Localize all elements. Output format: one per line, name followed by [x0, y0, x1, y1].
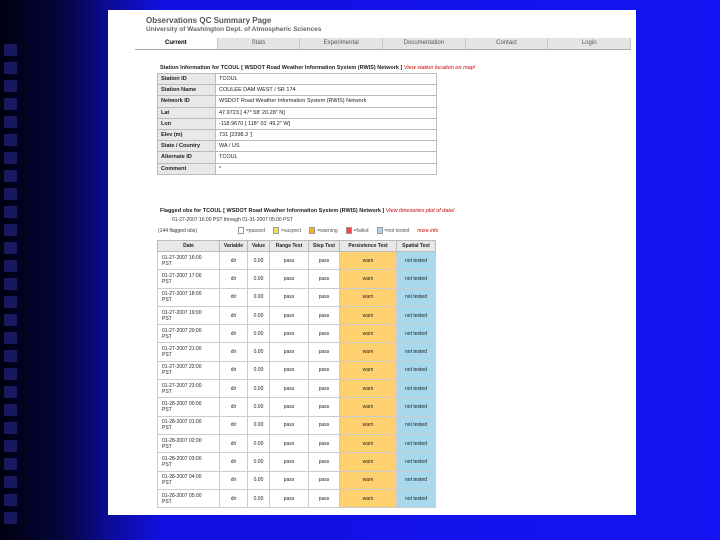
- info-key: Lon: [158, 118, 216, 129]
- stripe-block: [4, 368, 17, 380]
- step-test-cell: pass: [309, 325, 340, 343]
- stripe-block: [4, 116, 17, 128]
- variable-cell: dir: [220, 489, 248, 507]
- timezone-text: PST: [162, 425, 172, 432]
- tab-contact[interactable]: Contact: [466, 38, 549, 49]
- col-variable[interactable]: Variable: [220, 241, 248, 252]
- stripe-block: [4, 404, 17, 416]
- date-text: 01-27-2007 22:00: [162, 364, 202, 371]
- stripe-block: [4, 62, 17, 74]
- tab-documentation[interactable]: Documentation: [383, 38, 466, 49]
- range-test-cell: pass: [270, 434, 309, 452]
- date-text: 01-28-2007 02:00: [162, 437, 202, 444]
- range-test-cell: pass: [270, 252, 309, 270]
- table-row: [158, 306, 436, 324]
- variable-cell: dir: [220, 306, 248, 324]
- date-text: 01-28-2007 00:00: [162, 401, 202, 408]
- more-info-link[interactable]: more info: [417, 227, 439, 234]
- tab-experimental[interactable]: Experimental: [300, 38, 383, 49]
- station-info-heading: [160, 65, 475, 71]
- table-row: [158, 361, 436, 379]
- value-cell: 0.00: [248, 471, 270, 489]
- date-cell: [158, 361, 220, 379]
- persistence-test-cell: warn: [340, 434, 397, 452]
- date-cell: [158, 453, 220, 471]
- date-text: 01-27-2007 23:00: [162, 382, 202, 389]
- warning-swatch: [309, 227, 315, 234]
- range-test-cell: pass: [270, 270, 309, 288]
- time-range: 01-27-2007 16:00 PST through 01-31-2007 05:00 PST: [172, 217, 293, 223]
- value-cell: 0.00: [248, 343, 270, 361]
- legend-warning: =warning: [309, 227, 337, 234]
- info-value: 731 [2398.3 ']: [216, 129, 437, 140]
- persistence-test-cell: warn: [340, 343, 397, 361]
- stripe-block: [4, 494, 17, 506]
- info-row: [158, 129, 437, 140]
- stripe-block: [4, 188, 17, 200]
- stripe-block: [4, 350, 17, 362]
- step-test-cell: pass: [309, 343, 340, 361]
- stripe-block: [4, 152, 17, 164]
- legend-not-tested: =not tested: [377, 227, 410, 234]
- range-test-cell: pass: [270, 306, 309, 324]
- step-test-cell: pass: [309, 434, 340, 452]
- table-row: [158, 252, 436, 270]
- date-cell: [158, 380, 220, 398]
- suspect-swatch: [273, 227, 279, 234]
- slide-decoration: [4, 44, 17, 534]
- step-test-cell: pass: [309, 380, 340, 398]
- info-key: Lat: [158, 107, 216, 118]
- variable-cell: dir: [220, 343, 248, 361]
- value-cell: 0.00: [248, 361, 270, 379]
- step-test-cell: pass: [309, 270, 340, 288]
- info-key: Station Name: [158, 85, 216, 96]
- stripe-block: [4, 224, 17, 236]
- value-cell: 0.00: [248, 380, 270, 398]
- info-value: -118.9670 [ 118° 01' 49.2" W]: [216, 118, 437, 129]
- info-key: Station ID: [158, 74, 216, 85]
- value-cell: 0.00: [248, 434, 270, 452]
- info-row: [158, 141, 437, 152]
- stripe-block: [4, 80, 17, 92]
- col-value[interactable]: Value: [248, 241, 270, 252]
- variable-cell: dir: [220, 471, 248, 489]
- date-cell: [158, 471, 220, 489]
- timezone-text: PST: [162, 498, 172, 505]
- stripe-block: [4, 260, 17, 272]
- variable-cell: dir: [220, 398, 248, 416]
- info-row: [158, 96, 437, 107]
- step-test-cell: pass: [309, 471, 340, 489]
- value-cell: 0.00: [248, 306, 270, 324]
- timezone-text: PST: [162, 388, 172, 395]
- tab-current[interactable]: Current: [135, 38, 218, 49]
- stripe-block: [4, 332, 17, 344]
- timezone-text: PST: [162, 260, 172, 267]
- date-text: 01-27-2007 16:00: [162, 254, 202, 261]
- date-cell: [158, 434, 220, 452]
- date-cell: [158, 343, 220, 361]
- stripe-block: [4, 98, 17, 110]
- info-row: [158, 118, 437, 129]
- table-row: [158, 343, 436, 361]
- spatial-test-cell: not tested: [397, 270, 436, 288]
- range-test-cell: pass: [270, 398, 309, 416]
- date-cell: [158, 416, 220, 434]
- stripe-block: [4, 458, 17, 470]
- spatial-test-cell: not tested: [397, 398, 436, 416]
- info-row: [158, 85, 437, 96]
- spatial-test-cell: not tested: [397, 380, 436, 398]
- persistence-test-cell: warn: [340, 380, 397, 398]
- page-title: Observations QC Summary Page: [146, 16, 272, 25]
- spatial-test-cell: not tested: [397, 489, 436, 507]
- date-text: 01-27-2007 21:00: [162, 346, 202, 353]
- info-value: WSDOT Road Weather Information System (RWIS) Network: [216, 96, 437, 107]
- browser-page: [108, 10, 636, 515]
- persistence-test-cell: warn: [340, 252, 397, 270]
- variable-cell: dir: [220, 453, 248, 471]
- variable-cell: dir: [220, 252, 248, 270]
- table-row: [158, 489, 436, 507]
- info-key: Comment: [158, 163, 216, 174]
- variable-cell: dir: [220, 288, 248, 306]
- date-text: 01-28-2007 03:00: [162, 455, 202, 462]
- persistence-test-cell: warn: [340, 489, 397, 507]
- timezone-text: PST: [162, 461, 172, 468]
- stripe-block: [4, 512, 17, 524]
- info-value: COULEE DAM WEST / SR 174: [216, 85, 437, 96]
- timezone-text: PST: [162, 297, 172, 304]
- step-test-cell: pass: [309, 306, 340, 324]
- tab-login[interactable]: Login: [548, 38, 631, 49]
- date-text: 01-28-2007 01:00: [162, 419, 202, 426]
- table-row: [158, 270, 436, 288]
- stripe-block: [4, 440, 17, 452]
- spatial-test-cell: not tested: [397, 306, 436, 324]
- step-test-cell: pass: [309, 453, 340, 471]
- col-range-test[interactable]: Range Test: [270, 241, 309, 252]
- date-text: 01-27-2007 19:00: [162, 309, 202, 316]
- info-row: [158, 152, 437, 163]
- range-test-cell: pass: [270, 361, 309, 379]
- table-row: [158, 380, 436, 398]
- legend-passed: =passed: [238, 227, 265, 234]
- info-key: Alternate ID: [158, 152, 216, 163]
- variable-cell: dir: [220, 270, 248, 288]
- spatial-test-cell: not tested: [397, 471, 436, 489]
- date-text: 01-27-2007 18:00: [162, 291, 202, 298]
- spatial-test-cell: not tested: [397, 453, 436, 471]
- step-test-cell: pass: [309, 416, 340, 434]
- persistence-test-cell: warn: [340, 288, 397, 306]
- passed-swatch: [238, 227, 244, 234]
- range-test-cell: pass: [270, 453, 309, 471]
- flagged-count: (144 flagged obs): [158, 228, 197, 234]
- stripe-block: [4, 44, 17, 56]
- spatial-test-cell: not tested: [397, 288, 436, 306]
- step-test-cell: pass: [309, 361, 340, 379]
- value-cell: 0.00: [248, 398, 270, 416]
- info-key: Network ID: [158, 96, 216, 107]
- persistence-test-cell: warn: [340, 361, 397, 379]
- info-row: [158, 107, 437, 118]
- value-cell: 0.00: [248, 325, 270, 343]
- flag-legend: [238, 227, 438, 234]
- stripe-block: [4, 170, 17, 182]
- stripe-block: [4, 206, 17, 218]
- legend-suspect: =suspect: [273, 227, 301, 234]
- range-test-cell: pass: [270, 471, 309, 489]
- spatial-test-cell: not tested: [397, 434, 436, 452]
- range-test-cell: pass: [270, 325, 309, 343]
- timezone-text: PST: [162, 407, 172, 414]
- persistence-test-cell: warn: [340, 453, 397, 471]
- persistence-test-cell: warn: [340, 325, 397, 343]
- timeseries-link[interactable]: View timeseries plot of data!: [385, 208, 455, 214]
- timezone-text: PST: [162, 352, 172, 359]
- info-key: Elev (m): [158, 129, 216, 140]
- value-cell: 0.00: [248, 453, 270, 471]
- date-text: 01-27-2007 20:00: [162, 327, 202, 334]
- spatial-test-cell: not tested: [397, 343, 436, 361]
- variable-cell: dir: [220, 325, 248, 343]
- timezone-text: PST: [162, 370, 172, 377]
- persistence-test-cell: warn: [340, 416, 397, 434]
- table-row: [158, 325, 436, 343]
- info-value: WA / US: [216, 141, 437, 152]
- nav-bar: [135, 38, 631, 50]
- date-cell: [158, 306, 220, 324]
- persistence-test-cell: warn: [340, 398, 397, 416]
- info-value: 47.9723 [ 47° 58' 20.28" N]: [216, 107, 437, 118]
- timezone-text: PST: [162, 443, 172, 450]
- persistence-test-cell: warn: [340, 471, 397, 489]
- range-test-cell: pass: [270, 288, 309, 306]
- station-info-table: [157, 73, 437, 175]
- date-cell: [158, 398, 220, 416]
- date-cell: [158, 288, 220, 306]
- variable-cell: dir: [220, 361, 248, 379]
- not-tested-swatch: [377, 227, 383, 234]
- timezone-text: PST: [162, 315, 172, 322]
- stripe-block: [4, 296, 17, 308]
- info-key: State / Country: [158, 141, 216, 152]
- tab-stats[interactable]: Stats: [218, 38, 301, 49]
- table-row: [158, 288, 436, 306]
- date-cell: [158, 489, 220, 507]
- date-cell: [158, 252, 220, 270]
- info-row: [158, 74, 437, 85]
- info-row: [158, 163, 437, 174]
- stripe-block: [4, 134, 17, 146]
- col-date[interactable]: Date: [158, 241, 220, 252]
- table-row: [158, 471, 436, 489]
- range-test-cell: pass: [270, 416, 309, 434]
- stripe-block: [4, 422, 17, 434]
- spatial-test-cell: not tested: [397, 361, 436, 379]
- date-text: 01-27-2007 17:00: [162, 272, 202, 279]
- station-info-heading-text: Station Information for TCOUL [ WSDOT Road Weather Information System (RWIS) Network ]: [160, 65, 403, 71]
- info-value: TCOUL: [216, 152, 437, 163]
- flagged-heading-text: Flagged obs for TCOUL [ WSDOT Road Weather Information System (RWIS) Network ]: [160, 208, 385, 214]
- page-subtitle: University of Washington Dept. of Atmospheric Sciences: [146, 26, 322, 33]
- table-header-row: [158, 241, 436, 252]
- range-test-cell: pass: [270, 489, 309, 507]
- flagged-heading: [160, 208, 455, 214]
- failed-swatch: [346, 227, 352, 234]
- value-cell: 0.00: [248, 416, 270, 434]
- col-persistence-test[interactable]: Persistence Test: [340, 241, 397, 252]
- timezone-text: PST: [162, 480, 172, 487]
- table-row: [158, 416, 436, 434]
- stripe-block: [4, 242, 17, 254]
- step-test-cell: pass: [309, 288, 340, 306]
- timezone-text: PST: [162, 333, 172, 340]
- date-text: 01-28-2007 05:00: [162, 492, 202, 499]
- spatial-test-cell: not tested: [397, 325, 436, 343]
- flagged-obs-table: [157, 240, 436, 508]
- value-cell: 0.00: [248, 288, 270, 306]
- stripe-block: [4, 476, 17, 488]
- range-test-cell: pass: [270, 343, 309, 361]
- table-row: [158, 453, 436, 471]
- step-test-cell: pass: [309, 489, 340, 507]
- value-cell: 0.00: [248, 252, 270, 270]
- map-link[interactable]: View station location on map!: [403, 65, 476, 71]
- legend-failed: =failed: [346, 227, 369, 234]
- variable-cell: dir: [220, 416, 248, 434]
- table-row: [158, 398, 436, 416]
- step-test-cell: pass: [309, 252, 340, 270]
- table-row: [158, 434, 436, 452]
- persistence-test-cell: warn: [340, 306, 397, 324]
- value-cell: 0.00: [248, 270, 270, 288]
- value-cell: 0.00: [248, 489, 270, 507]
- spatial-test-cell: not tested: [397, 416, 436, 434]
- spatial-test-cell: not tested: [397, 252, 436, 270]
- variable-cell: dir: [220, 380, 248, 398]
- col-spatial-test[interactable]: Spatial Test: [397, 241, 436, 252]
- date-cell: [158, 270, 220, 288]
- stripe-block: [4, 278, 17, 290]
- info-value: TCOUL: [216, 74, 437, 85]
- info-value: *: [216, 163, 437, 174]
- step-test-cell: pass: [309, 398, 340, 416]
- persistence-test-cell: warn: [340, 270, 397, 288]
- date-text: 01-28-2007 04:00: [162, 474, 202, 481]
- date-cell: [158, 325, 220, 343]
- variable-cell: dir: [220, 434, 248, 452]
- timezone-text: PST: [162, 278, 172, 285]
- range-test-cell: pass: [270, 380, 309, 398]
- col-step-test[interactable]: Step Test: [309, 241, 340, 252]
- stripe-block: [4, 314, 17, 326]
- stripe-block: [4, 386, 17, 398]
